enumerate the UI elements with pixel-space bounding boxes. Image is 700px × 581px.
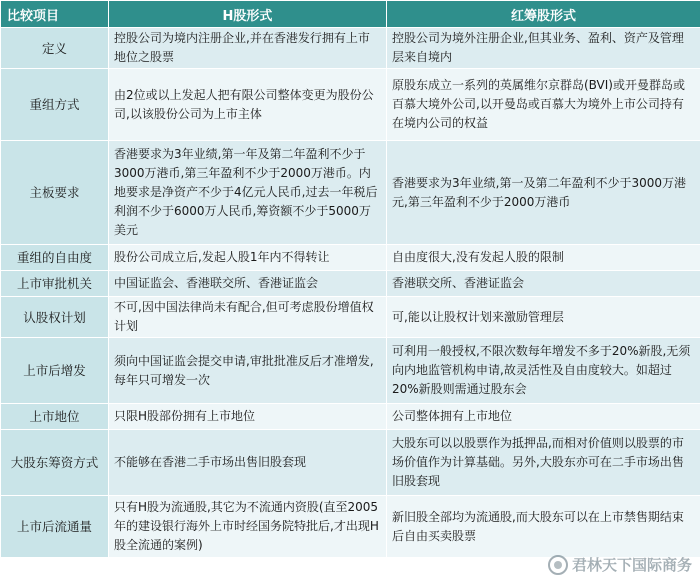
h-share-cell: 须向中国证监会提交申请,审批批准反后才准增发,每年只可增发一次	[109, 338, 387, 404]
table-row	[1, 245, 700, 271]
red-chip-cell: 新旧股全部均为流通股,而大股东可以在上市禁售期结束后自由买卖股票	[387, 496, 700, 558]
table-row	[1, 297, 700, 338]
table-row	[1, 69, 700, 141]
row-label: 大股东筹资方式	[1, 430, 109, 496]
red-chip-cell: 大股东可以以股票作为抵押品,而相对价值则以股票的市场价值作为计算基础。另外,大股东亦可在二手市场出售旧股套现	[387, 430, 700, 496]
red-chip-cell: 可,能以让股权计划来激励管理层	[387, 297, 700, 338]
row-label: 上市后流通量	[1, 496, 109, 558]
watermark-text: 君林天下国际商务	[571, 556, 692, 574]
red-chip-cell: 香港联交所、香港证监会	[387, 271, 700, 297]
red-chip-cell: 自由度很大,没有发起人股的限制	[387, 245, 700, 271]
table-row	[1, 141, 700, 245]
h-share-cell: 不可,因中国法律尚未有配合,但可考虑股份增值权计划	[109, 297, 387, 338]
h-share-cell: 不能够在香港二手市场出售旧股套现	[109, 430, 387, 496]
row-label: 上市审批机关	[1, 271, 109, 297]
red-chip-cell: 香港要求为3年业绩,第一及第二年盈利不少于3000万港元,第三年盈利不少于2000万港币	[387, 141, 700, 245]
h-share-cell: 控股公司为境内注册企业,并在香港发行拥有上市地位之股票	[109, 28, 387, 69]
row-label: 定义	[1, 28, 109, 69]
red-chip-cell: 公司整体拥有上市地位	[387, 404, 700, 430]
red-chip-cell: 原股东成立一系列的英属维尔京群岛(BVI)或开曼群岛或百慕大境外公司,以开曼岛或百慕大为境外上市公司持有在境内公司的权益	[387, 69, 700, 141]
h-share-cell: 香港要求为3年业绩,第一年及第二年盈利不少于3000万港币,第三年盈利不少于2000万港币。内地要求是净资产不少于4亿元人民币,过去一年税后利润不少于6000万人民币,筹资额不少于5000万美元	[109, 141, 387, 245]
watermark	[548, 554, 692, 575]
red-chip-cell: 控股公司为境外注册企业,但其业务、盈利、资产及管理层来自境内	[387, 28, 700, 69]
header-item: 比较项目	[1, 1, 109, 28]
row-label: 上市地位	[1, 404, 109, 430]
h-share-cell: 股份公司成立后,发起人股1年内不得转让	[109, 245, 387, 271]
row-label: 重组方式	[1, 69, 109, 141]
header-row	[1, 1, 700, 28]
table-row	[1, 496, 700, 558]
table-row	[1, 404, 700, 430]
table-row	[1, 271, 700, 297]
red-chip-cell: 可利用一般授权,不限次数每年增发不多于20%新股,无须向内地监管机构申请,故灵活性及自由度较大。如超过20%新股则需通过股东会	[387, 338, 700, 404]
h-share-cell: 由2位或以上发起人把有限公司整体变更为股份公司,以该股份公司为上市主体	[109, 69, 387, 141]
table-row	[1, 430, 700, 496]
header-red-chip: 红筹股形式	[387, 1, 700, 28]
h-share-cell: 只有H股为流通股,其它为不流通内资股(直至2005年的建设银行海外上市时经国务院特批后,才出现H股全流通的案例)	[109, 496, 387, 558]
header-h-share: H股形式	[109, 1, 387, 28]
row-label: 重组的自由度	[1, 245, 109, 271]
table-row	[1, 28, 700, 69]
table-row	[1, 338, 700, 404]
row-label: 主板要求	[1, 141, 109, 245]
h-share-cell: 中国证监会、香港联交所、香港证监会	[109, 271, 387, 297]
row-label: 认股权计划	[1, 297, 109, 338]
row-label: 上市后增发	[1, 338, 109, 404]
wechat-logo-icon	[548, 555, 568, 575]
h-share-cell: 只限H股部份拥有上市地位	[109, 404, 387, 430]
